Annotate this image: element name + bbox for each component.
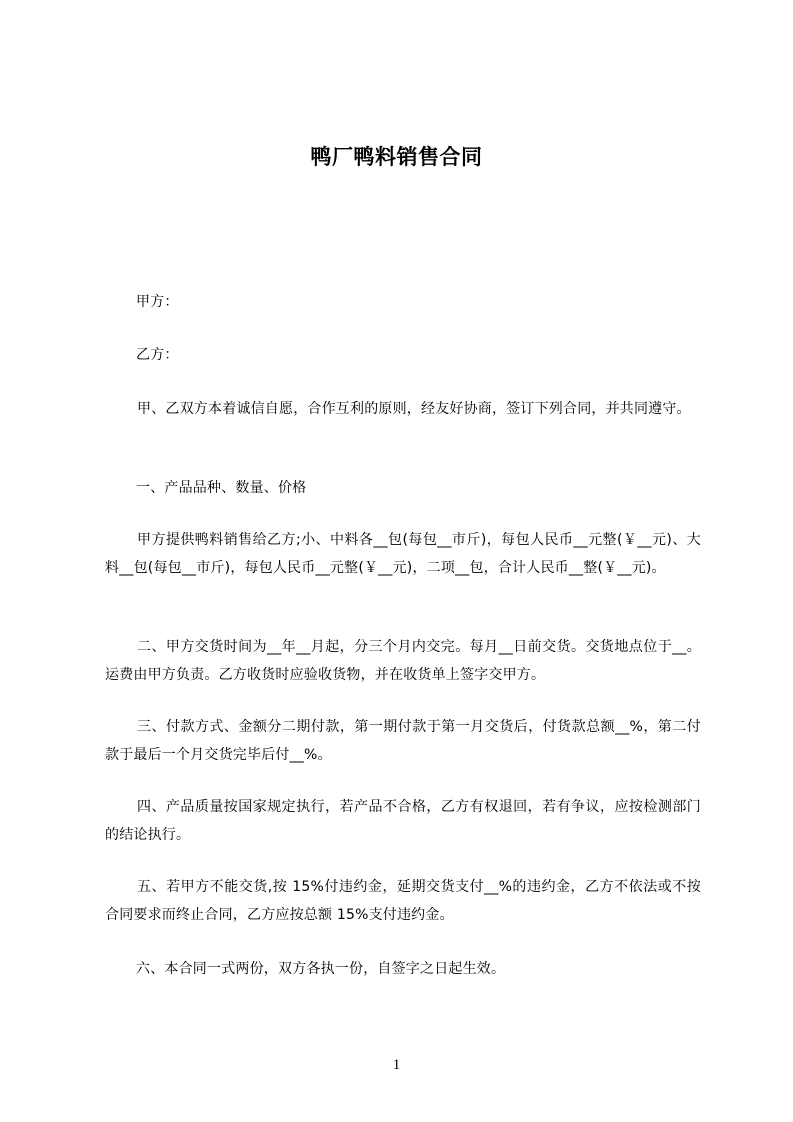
page-number: 1: [392, 1057, 401, 1073]
section-6-paragraph: 六、本合同一式两份，双方各执一份，自签字之日起生效。: [136, 961, 506, 977]
section-1-heading: 一、产品品种、数量、价格: [136, 480, 307, 496]
section-2-paragraph: 二、甲方交货时间为__年__月起，分三个月内交完。每月__日前交货。交货地点位于__。运费由甲方负责。乙方收货时应验收货物，并在收货单上签字交甲方。: [105, 639, 701, 683]
document-title: 鸭厂鸭料销售合同: [310, 145, 483, 169]
party-b-label: 乙方：: [136, 347, 179, 363]
section-4-paragraph: 四、产品质量按国家规定执行，若产品不合格，乙方有权退回，若有争议，应按检测部门的结论执行。: [105, 799, 701, 843]
party-a-label: 甲方：: [136, 294, 179, 310]
section-1-paragraph: 甲方提供鸭料销售给乙方;小、中料各__包(每包__市斤)，每包人民币__元整(￥__元)、大料__包(每包__市斤)，每包人民币__元整(￥__元)，二项__包，合计人民币__整(￥__元)。: [105, 532, 701, 576]
section-3-paragraph: 三、付款方式、金额分二期付款，第一期付款于第一月交货后，付货款总额__%，第二付款于最后一个月交货完毕后付__%。: [105, 719, 701, 763]
section-5-paragraph: 五、若甲方不能交货,按 15%付违约金，延期交货支付__%的违约金，乙方不依法或不按合同要求而终止合同，乙方应按总额 15%支付违约金。: [105, 879, 701, 923]
preamble-paragraph: 甲、乙双方本着诚信自愿，合作互利的原则，经友好协商，签订下列合同，并共同遵守。: [137, 401, 691, 417]
